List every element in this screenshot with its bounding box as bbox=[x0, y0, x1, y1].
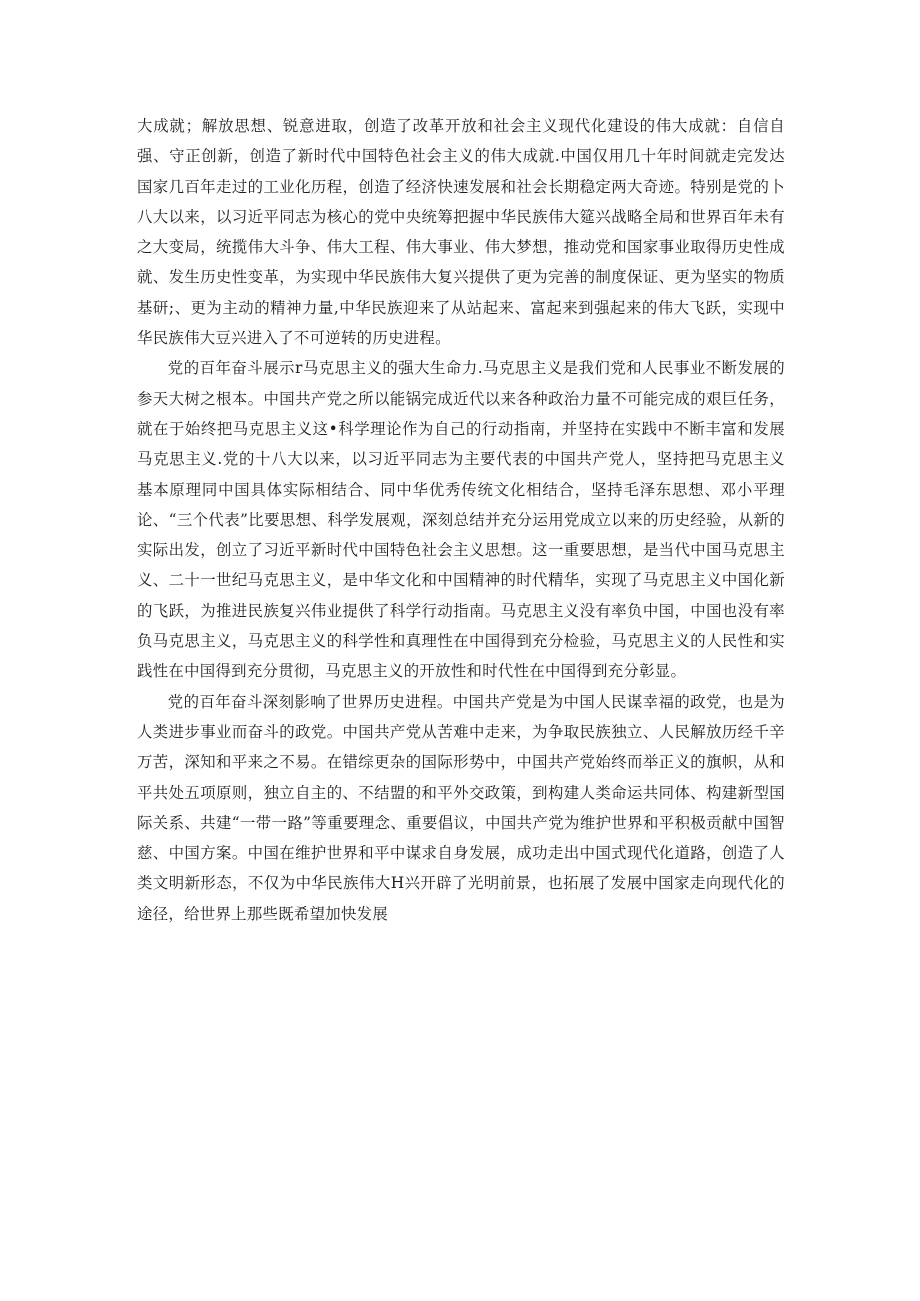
paragraph-world-history: 党的百年奋斗深刻影响了世界历史进程。中国共产党是为中国人民谋幸福的政党，也是为人类进步事业而奋斗的政党。中国共产党从苦难中走来，为争取民族独立、人民解放历经千辛万苦，深知和平来之不易。在错综更杂的国际形势中，中国共产党始终而举正义的旗帜，从和平共处五项原则，独立自主的、不结盟的和平外交政策，到构建人类命运共同体、构建新型国际关系、共建“一带一路”等重要理念、重要倡议，中国共产党为维护世界和平积极贡献中国智慈、中国方案。中国在维护世界和平中谋求自身发展，成功走出中国式现代化道路，创造了人类文明新形态，不仅为中华民族伟大H兴开辟了光明前景，也拓展了发展中国家走向现代化的途径，给世界上那些既希望加快发展 bbox=[137, 692, 785, 923]
document-body bbox=[137, 111, 785, 929]
paragraph-continued: 大成就；解放思想、锐意进取，创造了改革开放和社会主义现代化建设的伟大成就：自信自强、守正创新，创造了新时代中国特色社会主义的伟大成就.中国仅用几十年时间就走完发达国家几百年走过的工业化历程，创造了经济快速发展和社会长期稳定两大奇迹。特别是党的卜八大以来，以习近平同志为核心的党中央统筹把握中华民族伟大筵兴战略全局和世界百年未有之大变局，统揽伟大斗争、伟大工程、伟大事业、伟大梦想，推动党和国家事业取得历史性成就、发生历史性变革，为实现中华民族伟大复兴提供了更为完善的制度保证、更为坚实的物质基研;、更为主动的精神力量,中华民族迎来了从站起来、富起来到强起来的伟大飞跃，实现中华民族伟大豆兴进入了不可逆转的历史进程。 bbox=[137, 117, 785, 348]
paragraph-marxism: 党的百年奋斗展示r马克思主义的强大生命力.马克思主义是我们党和人民事业不断发展的参天大树之根本。中国共产党之所以能锅完成近代以来各种政治力量不可能完成的艰巨任务，就在于始终把马克思主义这•科学理论作为自己的行动指南，并坚持在实践中不断丰富和发展马克思主义.党的十八大以来，以习近平同志为主要代表的中国共产党人，坚持把马克思主义基本原理同中国具体实际相结合、同中华优秀传统文化相结合，坚持毛泽东思想、邓小平理论、“三个代表”比要思想、科学发展观，深刻总结并充分运用党成立以来的历史经验，从新的实际出发，创立了习近平新时代中国特色社会主义思想。这一重要思想，是当代中国马克思主义、二十一世纪马克思主义，是中华文化和中国精神的时代精华，实现了马克思主义中国化新的飞跃，为推进民族复兴伟业提供了科学行动指南。马克思主义没有率负中国，中国也没有率负马克思主义，马克思主义的科学性和真理性在中国得到充分检验，马克思主义的人民性和实践性在中国得到充分贯彻，马克思主义的开放性和时代性在中国得到充分彰显。 bbox=[137, 359, 785, 681]
